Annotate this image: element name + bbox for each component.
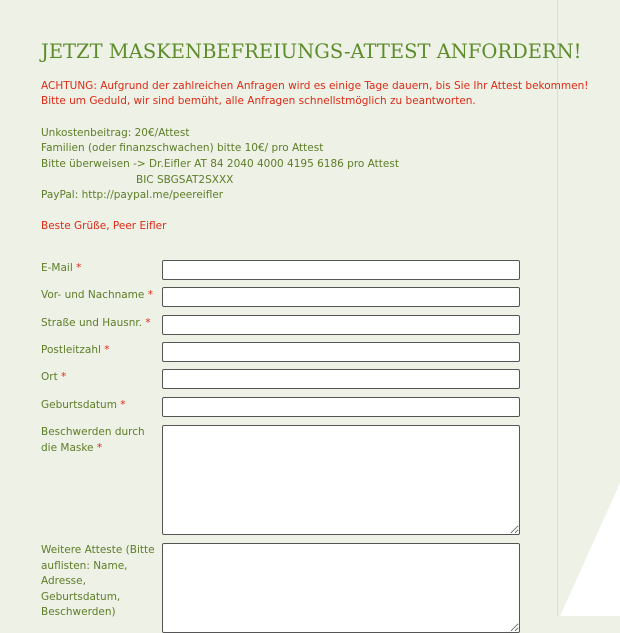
additional-certificates-label — [41, 543, 159, 621]
city-field[interactable] — [162, 369, 520, 389]
postcode-field[interactable] — [162, 342, 520, 362]
additional-certificates-label-text: Weitere Atteste (Bitte auflisten: Name, Adresse, Geburtsdatum, Beschwerden) — [41, 544, 155, 618]
paypal-line: PayPal: http://paypal.me/peereifler — [41, 189, 224, 201]
postcode-label — [41, 343, 159, 359]
street-label — [41, 316, 159, 332]
notice-line-2: Bitte um Geduld, wir sind bemüht, alle Anfragen schnellstmöglich zu beantworten. — [41, 95, 476, 107]
complaints-label-text: Beschwerden durch die Maske — [41, 426, 145, 454]
postcode-label-text: Postleitzahl — [41, 344, 101, 356]
bank-transfer-line: Bitte überweisen -> Dr.Eifler AT 84 2040 4000 4195 6186 pro Attest — [41, 158, 399, 170]
fee-line: Unkostenbeitrag: 20€/Attest — [41, 127, 190, 139]
required-marker: * — [96, 441, 103, 454]
birthdate-label — [41, 398, 159, 414]
required-marker: * — [76, 262, 82, 274]
street-label-text: Straße und Hausnr. — [41, 317, 143, 329]
bic-line: BIC SBGSAT2SXXX — [136, 174, 234, 186]
name-label-text: Vor- und Nachname — [41, 289, 145, 301]
birthdate-label-text: Geburtsdatum — [41, 399, 117, 411]
required-marker: * — [147, 289, 153, 301]
complaints-textarea[interactable] — [162, 425, 520, 535]
city-label — [41, 370, 159, 386]
email-label — [41, 261, 159, 277]
email-label-text: E-Mail — [41, 262, 73, 274]
family-fee-line: Familien (oder finanzschwachen) bitte 10€/ pro Attest — [41, 142, 324, 154]
complaints-label — [41, 425, 159, 456]
required-marker: * — [120, 399, 126, 411]
birthdate-field[interactable] — [162, 397, 520, 417]
required-marker: * — [104, 344, 110, 356]
page-title: JETZT MASKENBEFREIUNGS-ATTEST ANFORDERN! — [41, 40, 582, 63]
street-field[interactable] — [162, 315, 520, 335]
notice-line-1: ACHTUNG: Aufgrund der zahlreichen Anfragen wird es einige Tage dauern, bis Sie Ihr Attest bekommen! — [41, 80, 589, 92]
name-label — [41, 288, 159, 304]
greeting-line: Beste Grüße, Peer Eifler — [41, 220, 167, 232]
required-marker: * — [61, 371, 67, 383]
required-marker: * — [145, 317, 151, 329]
city-label-text: Ort — [41, 371, 58, 383]
additional-certificates-textarea[interactable] — [162, 543, 520, 633]
email-field[interactable] — [162, 260, 520, 280]
name-field[interactable] — [162, 287, 520, 307]
